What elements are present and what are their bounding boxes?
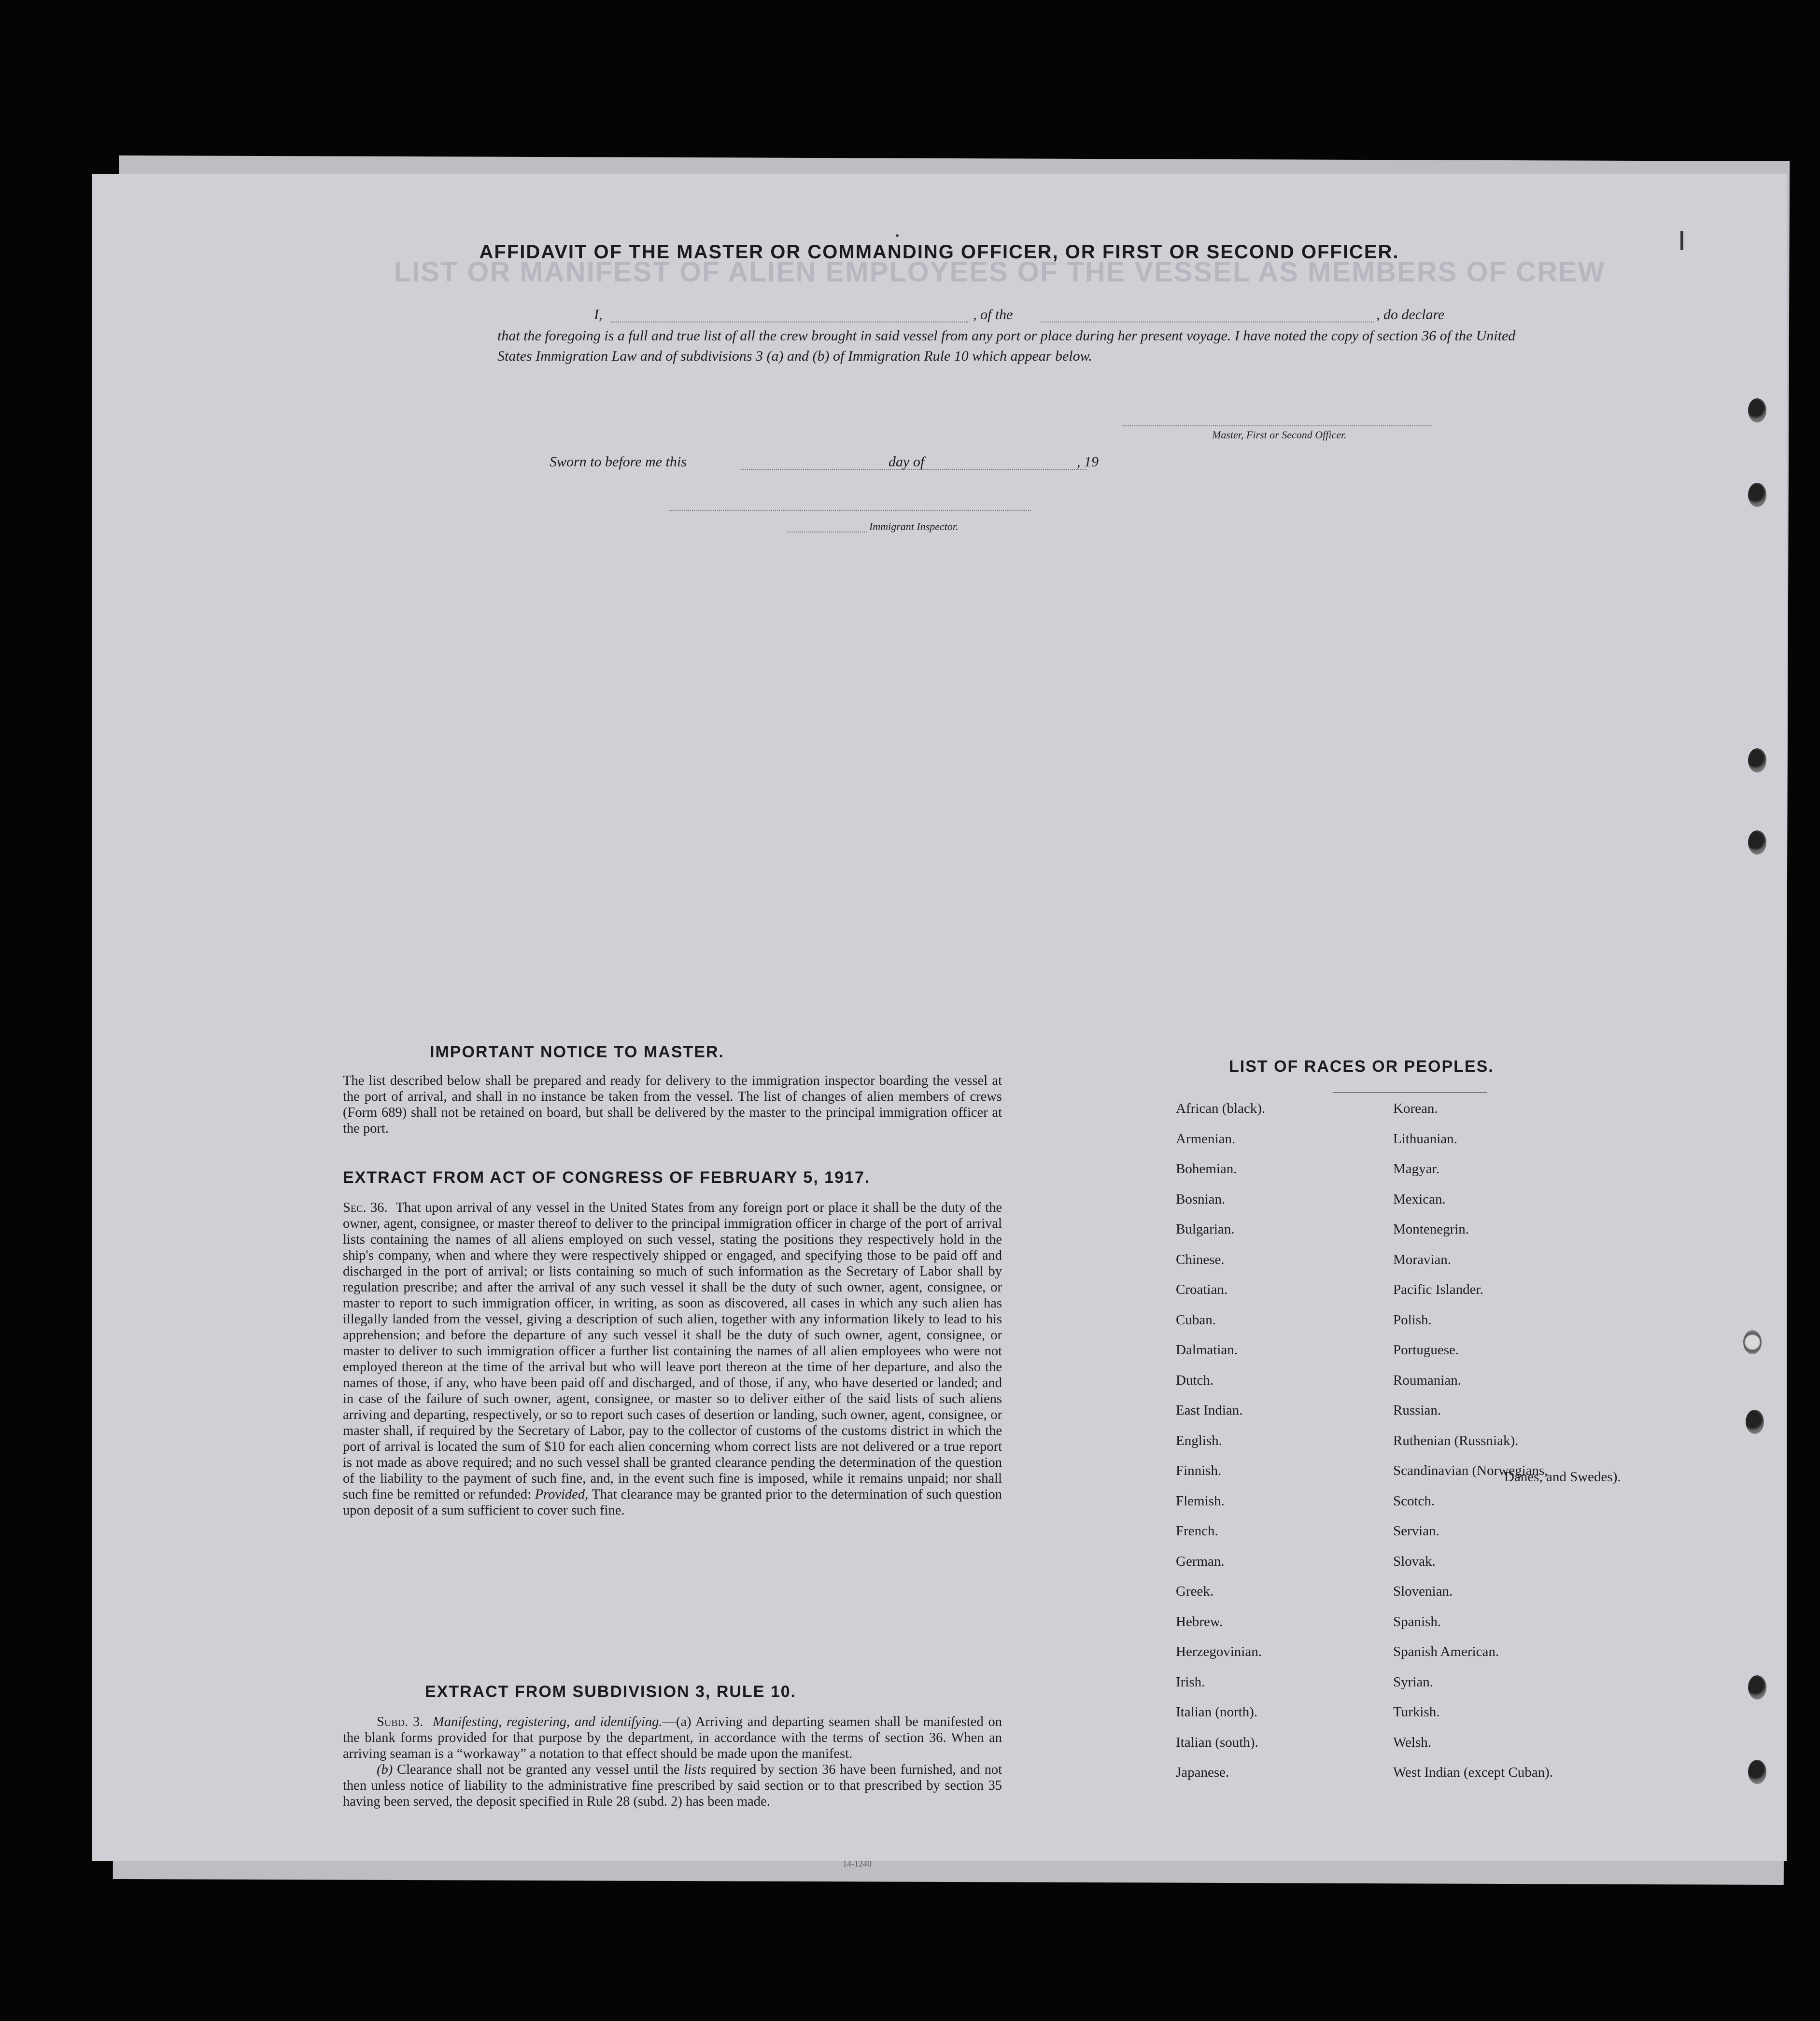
affidavit-title: AFFIDAVIT OF THE MASTER OR COMMANDING OFFICER, OR FIRST OR SECOND OFFICER. — [479, 241, 1399, 263]
inspector-signature-line — [669, 509, 1031, 511]
race-item: Cuban. — [1176, 1312, 1216, 1328]
race-item: Servian. — [1393, 1523, 1439, 1539]
race-item: Bulgarian. — [1176, 1221, 1235, 1237]
affidavit-do-declare-label: , do declare — [1376, 307, 1445, 323]
notice-body: The list described below shall be prepared and ready for delivery to the immigration inspector boarding the vessel at the port of arrival, and shall in no instance be taken from the vessel. The list of changes of alien members of crews (Form 689) shall not be retained on board, but shall be delivered by the master to the principal immigration officer at the port. — [343, 1073, 1002, 1136]
race-item: Croatian. — [1176, 1282, 1228, 1297]
race-item: Russian. — [1393, 1403, 1441, 1418]
day-of-text: day of — [889, 454, 925, 470]
form-number: 14-1240 — [843, 1859, 872, 1868]
section36-text-end: That clearance may be granted prior to the determination of such question upon deposit of a sum sufficient to cover such fine. — [343, 1487, 1002, 1518]
subdivision3-para-b-lists: lists — [684, 1762, 706, 1777]
notice-title: IMPORTANT NOTICE TO MASTER. — [430, 1043, 724, 1061]
master-signature-line — [1123, 425, 1432, 426]
race-item: Welsh. — [1393, 1734, 1432, 1750]
subdivision3-para-b-text1: Clearance shall not be granted any vessel until the — [397, 1762, 680, 1777]
race-scandinavian-continued: Danes, and Swedes). — [1504, 1469, 1621, 1485]
race-item: Scotch. — [1393, 1493, 1435, 1509]
race-item: West Indian (except Cuban). — [1393, 1765, 1553, 1780]
ink-speck — [896, 234, 899, 237]
punch-hole-icon — [1748, 830, 1766, 855]
race-item: African (black). — [1176, 1101, 1266, 1116]
race-item: Roumanian. — [1393, 1372, 1461, 1388]
race-item: Lithuanian. — [1393, 1131, 1457, 1147]
sworn-month-line — [946, 468, 1086, 470]
race-item: Moravian. — [1393, 1251, 1451, 1267]
subdivision3-label: Subd. 3. — [377, 1714, 423, 1729]
races-title: LIST OF RACES OR PEOPLES. — [1229, 1057, 1494, 1076]
punch-hole-icon — [1748, 398, 1766, 422]
section36-label: Sec. 36. — [343, 1200, 388, 1215]
race-item: Spanish. — [1393, 1614, 1441, 1629]
name-field-line — [611, 321, 968, 323]
race-item: Syrian. — [1393, 1674, 1433, 1690]
affidavit-i-label: I, — [594, 307, 603, 323]
punch-hole-icon — [1743, 1330, 1762, 1354]
race-item: Pacific Islander. — [1393, 1282, 1483, 1297]
punch-hole-icon — [1748, 1760, 1766, 1784]
race-item: Mexican. — [1393, 1191, 1446, 1207]
document-page — [92, 174, 1787, 1868]
inspector-short-line — [787, 531, 867, 533]
race-item: Dutch. — [1176, 1372, 1214, 1388]
affidavit-declaration-line — [497, 307, 1526, 326]
race-item: Irish. — [1176, 1674, 1205, 1690]
punch-hole-icon — [1748, 483, 1766, 507]
race-item: Herzegovinian. — [1176, 1644, 1262, 1659]
race-item: Bohemian. — [1176, 1161, 1237, 1177]
race-item: Finnish. — [1176, 1463, 1222, 1478]
subdivision3-para-b-text2: required by section 36 have been furnished, and not then unless notice of liability to the administrative fine prescribed by said section or to that prescribed by section 35 having been served, the deposit specified in Rule 28 (subd. 2) has been made. — [343, 1762, 1002, 1809]
race-item: Italian (north). — [1176, 1704, 1258, 1720]
vessel-field-line — [1041, 321, 1374, 323]
race-item: Scandinavian (Norwegians, — [1393, 1463, 1548, 1478]
section36-text: That upon arrival of any vessel in the United States from any foreign port or place it shall be the duty of the owner, agent, consignee, or master thereof to deliver to the principal immigration officer in charge of the port of arrival lists containing the names of all aliens employed on such vessel, stating the positions they respectively hold in the ship's company, when and where they were respectively shipped or engaged, and specifying those to be paid off and discharged in the port of arrival; or lists containing so much of such information as the Secretary of Labor shall by regulation prescribe; and after the arrival of any such vessel it shall be the duty of such owner, agent, consignee, or master to report to such immigration officer, in writing, as soon as discovered, all cases in which any such alien has illegally landed from the vessel, giving a description of such alien, together with any information likely to lead to his apprehension; and before the departure of any such vessel it shall be the duty of such owner, agent, consignee, or master to deliver to such immigration officer a further list containing the names of all alien employees who were not employed thereon at the time of the arrival but who will leave port thereon at the time of her departure, and also the names of those, if any, who have been paid off and discharged, and of those, if any, who have deserted or landed; and in case of the failure of such owner, agent, consignee, or master so to deliver either of the said lists of such aliens arriving and departing, respectively, or so to report such cases of desertion or landing, such owner, agent, consignee, or master shall, if required by the Secretary of Labor, pay to the collector of customs of the customs district in which the port of arrival is located the sum of $10 for each alien concerning whom correct lists are not delivered or a true report is not made as above required; and no such vessel shall be granted clearance pending the determination of the question of the liability to the payment of such fine, and, in the event such fine is imposed, while it remains unpaid; nor shall such fine be remitted or refunded: — [343, 1200, 1002, 1502]
race-item: French. — [1176, 1523, 1218, 1539]
subdivision3-heading: Manifesting, registering, and identifying. — [432, 1714, 663, 1729]
subdivision3-para-a-text: —(a) Arriving and departing seamen shall be manifested on the blank forms provided for that purpose by the department, in accordance with the terms of section 36. When an arriving seaman is a “workaway” a notation to that effect should be made upon the manifest. — [343, 1714, 1002, 1761]
race-item: Slovak. — [1393, 1553, 1436, 1569]
affidavit-body: that the foregoing is a full and true list of all the crew brought in said vessel from any port or place during her present voyage. I have noted the copy of section 36 of the United States Immigration Law and of subdivisions 3 (a) and (b) of Immigration Rule 10 which appear below. — [497, 328, 1516, 364]
punch-hole-icon — [1748, 748, 1766, 772]
punch-hole-icon — [1748, 1675, 1766, 1699]
subdivision3-title: EXTRACT FROM SUBDIVISION 3, RULE 10. — [425, 1683, 797, 1701]
subdivision3-para-a — [343, 1714, 1002, 1762]
subdivision3-body — [343, 1714, 1002, 1810]
race-item: English. — [1176, 1432, 1222, 1448]
race-item: Slovenian. — [1393, 1584, 1453, 1599]
race-item: Spanish American. — [1393, 1644, 1499, 1659]
punch-hole-icon — [1746, 1410, 1764, 1434]
race-item: East Indian. — [1176, 1403, 1243, 1418]
master-signature-label: Master, First or Second Officer. — [1212, 429, 1347, 441]
race-item: Portuguese. — [1393, 1342, 1459, 1358]
subdivision3-para-b-label: (b) — [377, 1762, 393, 1777]
race-item: Polish. — [1393, 1312, 1432, 1328]
race-item: Montenegrin. — [1393, 1221, 1469, 1237]
section36-body — [343, 1200, 1002, 1518]
race-item: Magyar. — [1393, 1161, 1439, 1177]
race-item: Armenian. — [1176, 1131, 1236, 1147]
races-title-rule — [1333, 1092, 1487, 1093]
race-item: Italian (south). — [1176, 1734, 1258, 1750]
section36-title: EXTRACT FROM ACT OF CONGRESS OF FEBRUARY 5, 1917. — [343, 1168, 871, 1187]
pen-mark — [1680, 231, 1683, 250]
race-item: Bosnian. — [1176, 1191, 1226, 1207]
race-item: Turkish. — [1393, 1704, 1440, 1720]
sworn-text: Sworn to before me this — [550, 454, 687, 470]
bleed-through-text: LIST OR MANIFEST OF ALIEN EMPLOYEES OF THE VESSEL AS MEMBERS OF CREW — [394, 256, 1606, 288]
year-prefix-text: , 19 — [1077, 454, 1099, 470]
race-item: Korean. — [1393, 1101, 1438, 1116]
race-item: Flemish. — [1176, 1493, 1225, 1509]
section36-provided: Provided, — [535, 1487, 589, 1502]
race-item: Chinese. — [1176, 1251, 1225, 1267]
race-item: Ruthenian (Russniak). — [1393, 1432, 1519, 1448]
affidavit-of-the-label: , of the — [973, 307, 1013, 323]
race-item: German. — [1176, 1553, 1225, 1569]
inspector-label: Immigrant Inspector. — [869, 520, 959, 533]
race-item: Dalmatian. — [1176, 1342, 1238, 1358]
race-item: Greek. — [1176, 1584, 1214, 1599]
race-item: Japanese. — [1176, 1765, 1229, 1780]
subdivision3-para-b — [343, 1762, 1002, 1810]
race-item: Hebrew. — [1176, 1614, 1223, 1629]
